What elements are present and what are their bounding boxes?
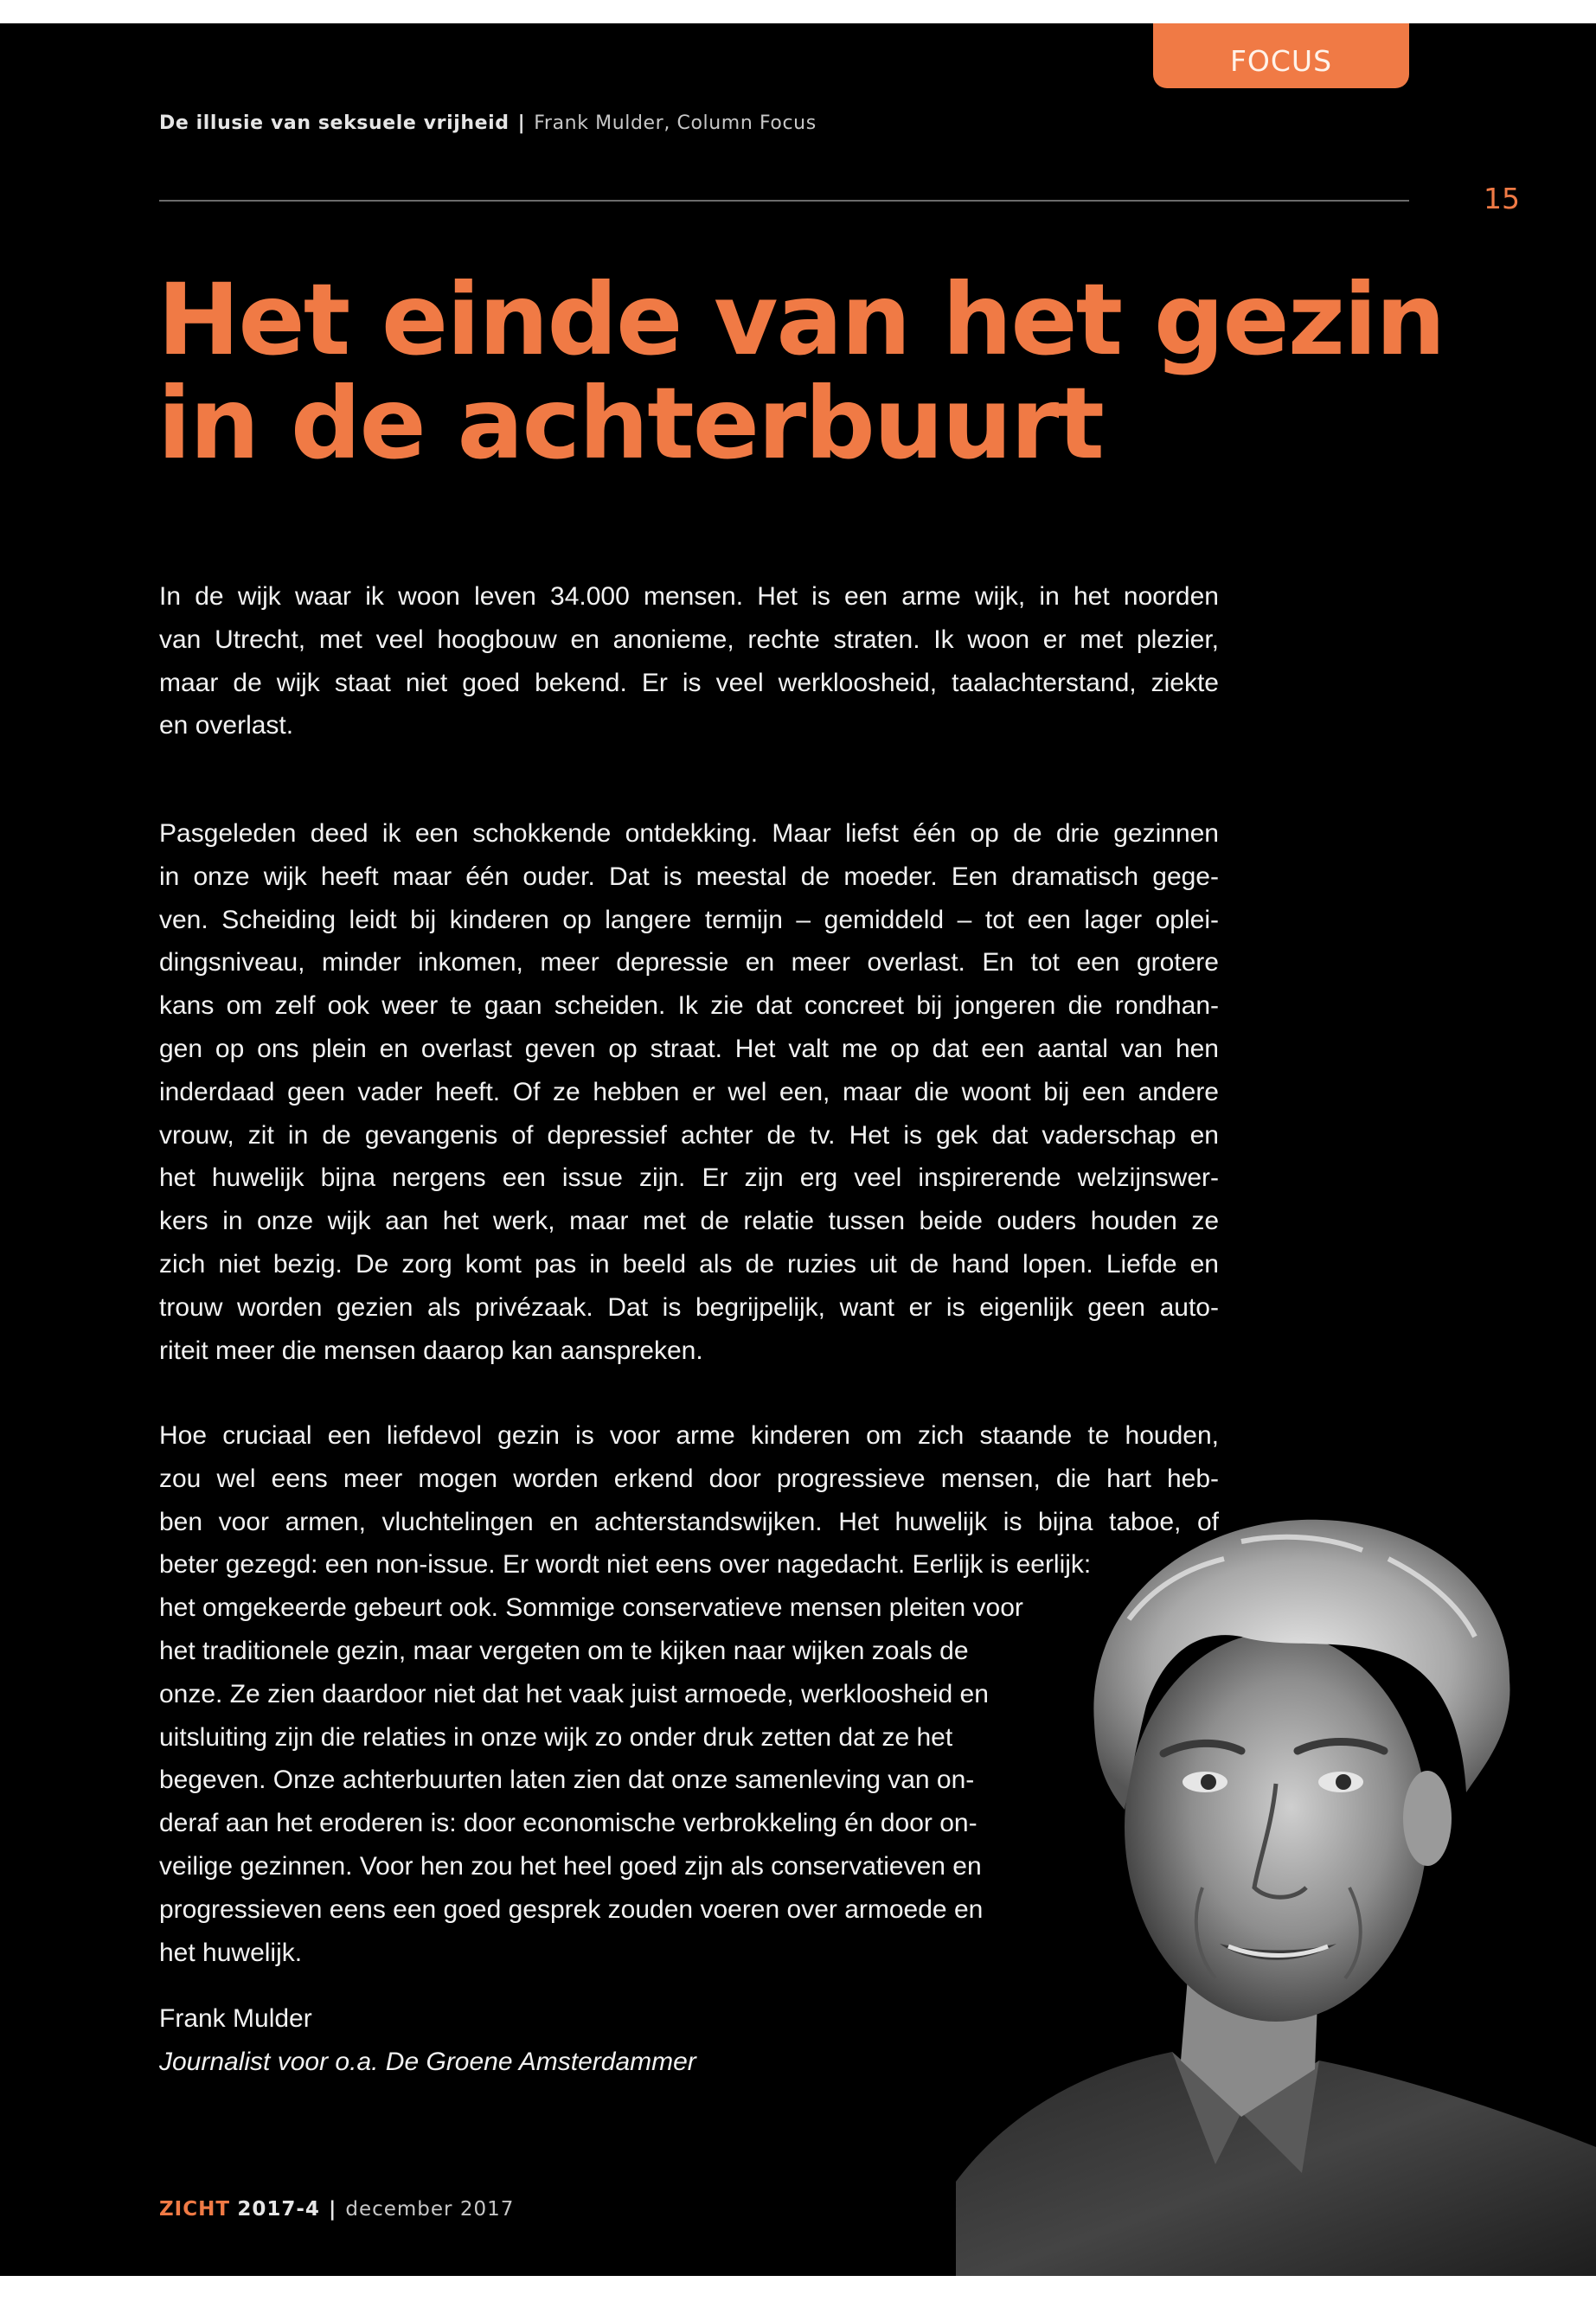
body-line: maar de wijk staat niet goed bekend. Er is veel werkloosheid, taalachterstand, ziekte [159,668,1219,697]
author-signature [159,1997,1219,2084]
running-head-separator: | [517,112,526,134]
body-paragraph-1 [159,575,1219,747]
body-line: vrouw, zit in de gevangenis of depressief achter de tv. Het is gek dat vaderschap en [159,1120,1219,1150]
body-line: beter gezegd: een non-issue. Er wordt niet eens over nagedacht. Eerlijk is eerlijk: [159,1550,1092,1580]
body-line: ben voor armen, vluchtelingen en achterstandswijken. Het huwelijk is bijna taboe, of [159,1507,1219,1536]
body-line: trouw worden gezien als privézaak. Dat is begrijpelijk, want er is eigenlijk geen auto- [159,1292,1219,1322]
footer-magazine: ZICHT [159,2198,231,2221]
body-paragraph-3 [159,1414,1219,1974]
portrait-ear [1403,1771,1452,1866]
body-line: zou wel eens meer mogen worden erkend door progressieve mensen, die hart heb- [159,1464,1219,1493]
body-line: deraf aan het eroderen is: door economische verbrokkeling én door on- [159,1809,977,1838]
running-head [159,112,817,134]
headline-line-2: in de achterbuurt [157,366,1103,481]
body-line: onze. Ze zien daardoor niet dat het vaak juist armoede, werkloosheid en [159,1679,989,1708]
body-line: in onze wijk heeft maar één ouder. Dat is meestal de moeder. Een dramatisch gege- [159,862,1219,891]
body-line: het huwelijk. [159,1938,303,1967]
body-line: en overlast. [159,711,294,740]
header-rule [159,200,1409,202]
body-line: het omgekeerde gebeurt ook. Sommige conservatieve mensen pleiten voor [159,1593,1023,1623]
body-line: ven. Scheiding leidt bij kinderen op langere termijn – gemiddeld – tot een lager oplei- [159,905,1219,934]
body-line: het huwelijk bijna nergens een issue zijn. Er zijn erg veel inspirerende welzijnswer- [159,1163,1219,1193]
body-paragraph-2 [159,812,1219,1372]
footer-issue: 2017-4 [237,2198,320,2221]
headline-line-1: Het einde van het gezin [157,262,1445,377]
magazine-page [0,23,1596,2276]
body-line: kers in onze wijk aan het werk, maar met de relatie tussen beide ouders houden ze [159,1207,1219,1236]
body-line: In de wijk waar ik woon leven 34.000 mensen. Het is een arme wijk, in het noorden [159,582,1219,611]
section-tab: FOCUS [1153,23,1409,88]
body-line: Hoe cruciaal een liefdevol gezin is voor arme kinderen om zich staande te houden, [159,1421,1219,1450]
body-line: inderdaad geen vader heeft. Of ze hebben er wel een, maar die woont bij een andere [159,1077,1219,1106]
running-head-title: De illusie van seksuele vrijheid [159,112,510,134]
body-line: progressieven eens een goed gesprek zouden voeren over armoede en [159,1894,984,1924]
page-footer [159,2198,514,2221]
body-line: uitsluiting zijn die relaties in onze wijk zo onder druk zetten dat ze het [159,1722,953,1752]
body-line: het traditionele gezin, maar vergeten om te kijken naar wijken zoals de [159,1636,969,1665]
signature-name: Frank Mulder [159,2004,312,2033]
body-line: gen op ons plein en overlast geven op straat. Het valt me op dat een aantal van hen [159,1034,1219,1063]
footer-separator: | [328,2198,337,2221]
article-headline [157,262,1445,481]
body-line: dingsniveau, minder inkomen, meer depressie en meer overlast. En tot een grotere [159,948,1219,977]
signature-role: Journalist voor o.a. De Groene Amsterdammer [159,2047,696,2076]
body-line: kans om zelf ook weer te gaan scheiden. Ik zie dat concreet bij jongeren die rondhan- [159,991,1219,1021]
running-head-author: Frank Mulder, Column Focus [534,112,817,134]
body-line: begeven. Onze achterbuurten laten zien dat onze samenleving van on- [159,1766,975,1795]
page-number: 15 [1484,182,1520,215]
body-line: veilige gezinnen. Voor hen zou het heel goed zijn als conservatieven en [159,1851,982,1881]
body-line: van Utrecht, met veel hoogbouw en anonieme, rechte straten. Ik woon er met plezier, [159,625,1219,654]
footer-date: december 2017 [345,2198,515,2221]
body-line: riteit meer die mensen daarop kan aanspreken. [159,1336,703,1365]
body-line: Pasgeleden deed ik een schokkende ontdekking. Maar liefst één op de drie gezinnen [159,819,1219,848]
body-line: zich niet bezig. De zorg komt pas in beeld als de ruzies uit de hand lopen. Liefde en [159,1249,1219,1279]
